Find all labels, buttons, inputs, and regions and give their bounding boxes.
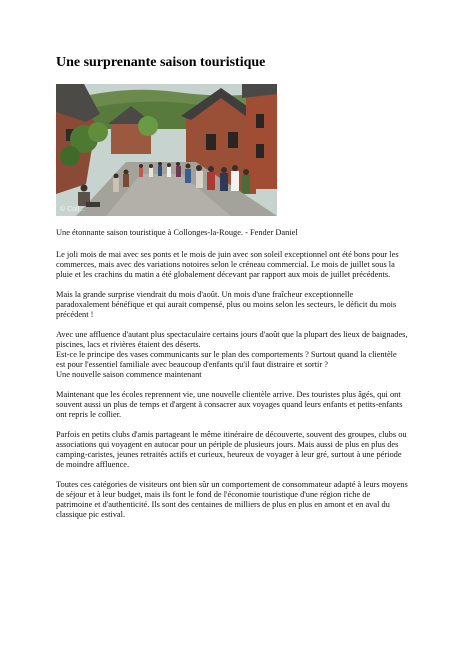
paragraph-2: Mais la grande surprise viendrait du mois d'août. Un mois d'une fraîcheur exceptionnelle paradoxalement bénéfique et qui aurait compensé, plus ou moins selon les secteurs, le déficit du mois précédent ! <box>56 290 397 319</box>
paragraph-6: Toutes ces catégories de visiteurs ont bien sûr un comportement de consommateur adapté à leurs moyens de séjour et à leur budget, mais ils font le fond de l'économie touristique d'une région riche de patrimoine et d'authenticité. Ils sont des centaines de milliers de plus en plus en amont et en aval du classique pic estival. <box>56 480 408 519</box>
paragraph-4: Maintenant que les écoles reprennent vie, une nouvelle clientèle arrive. Des touristes plus âgés, qui ont souvent aussi un plus de temps et d'argent à consacrer aux voyages quand leurs enfants et petits-enfants ont repris le collier. <box>56 390 403 419</box>
village-street-photo <box>56 84 277 216</box>
photo-watermark: © Coll... <box>60 206 85 213</box>
paragraph-5: Parfois en petits clubs d'amis partageant le même itinéraire de découverte, souvent des groupes, clubs ou associations qui voyagent en autocar pour un périple de plusieurs jours. Mais aussi de plus en plus des camping-caristes, jeunes retraités actifs et curieux, heureux de voyager à leur gré, surtout à une période de moindre affluence. <box>56 430 407 469</box>
paragraph-3: Avec une affluence d'autant plus spectaculaire certains jours d'août que la plupart des lieux de baignades, piscines, lacs et rivières étaient des déserts. Est-ce le principe des vases communicants sur le plan des comportements ? Surtout quand la clientèle est pour l'essentiel familiale avec beaucoup d'enfants qu'il faut distraire et sortir ? Une nouvelle saison commence maintenant <box>56 330 408 379</box>
paragraph-1: Le joli mois de mai avec ses ponts et le mois de juin avec son soleil exceptionnel ont été bons pour les commerces, mais avec des variations notoires selon le créneau commercial. Le mois de juillet sous la pluie et les crachins du matin a été globalement décevant par rapport aux mois de juillet précédents. <box>56 250 399 279</box>
photo-illustration <box>56 84 277 216</box>
article-body <box>56 250 408 530</box>
article-title: Une surprenante saison touristique <box>56 55 266 70</box>
photo-caption: Une étonnante saison touristique à Collonges-la-Rouge. - Fender Daniel <box>56 228 298 237</box>
